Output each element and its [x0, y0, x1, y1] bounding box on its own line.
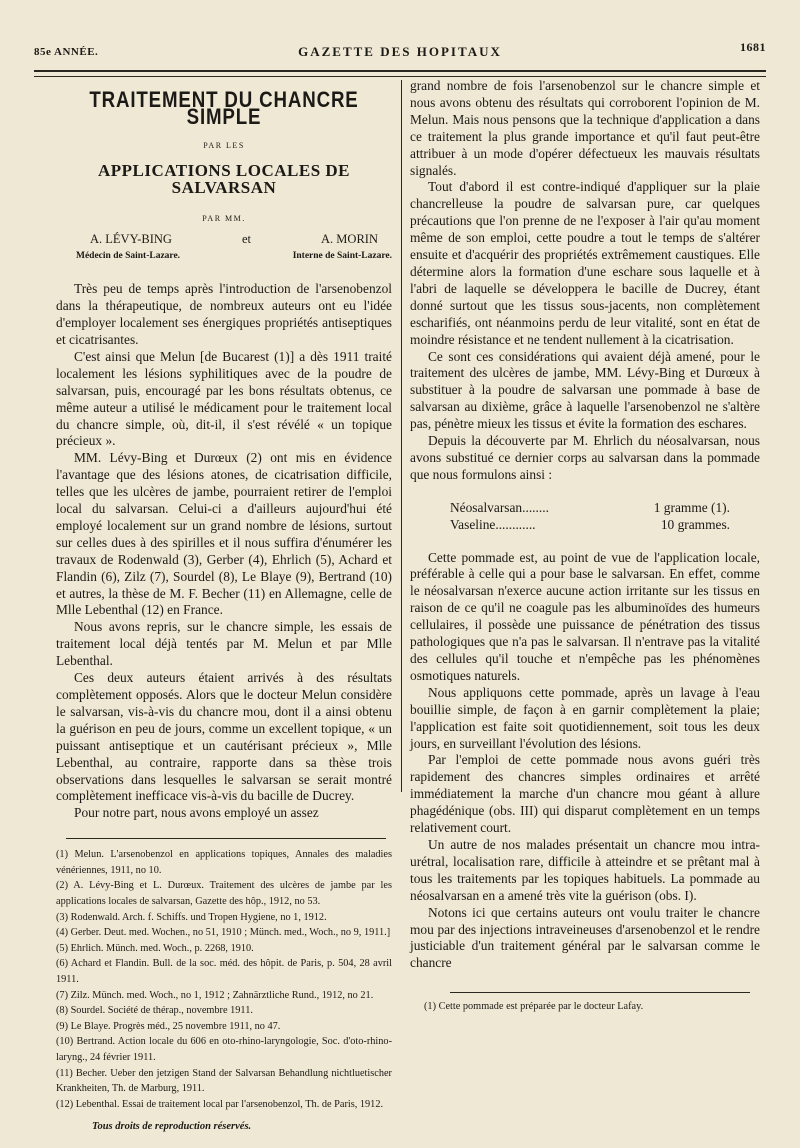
- article-title: TRAITEMENT DU CHANCRE SIMPLE: [89, 87, 359, 129]
- title-block: [56, 87, 392, 265]
- footnote: (3) Rodenwald. Arch. f. Schiffs. und Tropen Hygiene, no 1, 1912.: [56, 911, 327, 923]
- footnote: (4) Gerber. Deut. med. Wochen., no 51, 1910 ; Münch. med., Woch., no 9, 1911.]: [56, 927, 391, 939]
- paragraph: Un autre de nos malades présentait un chancre mou intra-urétral, localisation rare, difficile à atteindre et se prêtant mal à tous les traitements par les topiques habituels. La pommade au néosalvarsan en a amené très vite la guérison (obs. I).: [410, 836, 760, 903]
- header-rule-thin: [34, 76, 766, 77]
- left-column: [56, 78, 392, 1112]
- formula-quantity: 1 gramme (1).: [653, 499, 730, 515]
- right-column: [410, 78, 760, 1015]
- page-header: [34, 38, 766, 64]
- author-1: A. LÉVY-BING: [90, 232, 172, 247]
- footnote: (6) Achard et Flandin. Bull. de la soc. méd. des hôpit. de Paris, p. 504, 28 avril 1911.: [56, 958, 392, 985]
- formula-ingredient: Néosalvarsan........: [450, 499, 549, 515]
- journal-title: GAZETTE DES HOPITAUX: [298, 44, 502, 59]
- par-les: PAR LES: [203, 140, 245, 150]
- paragraph: Tout d'abord il est contre-indiqué d'appliquer sur la plaie chancrelleuse la poudre de salvarsan pure, car quelques précautions que l'on prenne de ne l'exposer à l'air qu'au moment même de son emploi, cette poudre a tout le temps de s'altérer ensuite et d'acquérir des propriétés extrêmement caustiques. Elle détermine alors la formation d'une eschare sous laquelle et à l'abri de laquelle se développera le bacille de Ducrey, étant donné surtout que les tissus sous-jacents, non complètement escharifiés, ont néanmoins perdu de leur vitalité, sont en état de moindre résistance et ne tendent nullement à la cicatrisation.: [410, 179, 760, 347]
- par-mm: PAR MM.: [202, 213, 246, 223]
- role-2: Interne de Saint-Lazare.: [292, 251, 392, 262]
- paragraph: Très peu de temps après l'introduction de l'arsenobenzol dans la thérapeutique, de nombreux auteurs ont eu l'idée d'employer localement ses énergiques propriétés antiseptiques et cicatrisantes.: [56, 281, 392, 347]
- paragraph: Nous appliquons cette pommade, après un lavage à l'eau bouillie simple, de façon à en garnir complètement la plaie; l'application est faite soit quotidiennement, soit tous les deux jours, en surveillant l'évolution des lésions.: [410, 684, 760, 751]
- footnote-rule: [66, 838, 386, 839]
- paragraph: Par l'emploi de cette pommade nous avons guéri très rapidement des chancres simples ordinaires et arrêté immédiatement la marche d'un chancre mou géant à allure phagédénique (obs. III) qui disparut complètement en un temps relativement court.: [410, 752, 760, 836]
- formula-quantity: 10 grammes.: [660, 516, 730, 532]
- role-1: Médecin de Saint-Lazare.: [76, 251, 181, 262]
- paragraph: MM. Lévy-Bing et Durœux (2) ont mis en évidence l'avantage que des lésions atones, de cicatrisation difficile, telles que les ulcères de jambe, pourraient retirer de l'emploi local du salvarsan. Celui-ci a d'ailleurs aujourd'hui été employé localement sur un grand nombre de lésions, surtout sur celles dues à des spirilles et il nous suffira d'énumérer les travaux de Rodenwald (3), Gerber (4), Ehrlich (5), Achard et Flandin (6), Zilz (7), Sourdel (8), Le Blaye (9), Bertrand (10) et autres, la thèse de M. F. Becher (11) en Allemagne, celle de Mlle Lebenthal (12) en France.: [56, 450, 392, 618]
- footnote: (7) Zilz. Münch. med. Woch., no 1, 1912 ; Zahnärztliche Rund., 1912, no 21.: [56, 989, 374, 1001]
- page-footer: Tous droits de reproduction réservés.: [92, 1121, 252, 1132]
- paragraph: Ces deux auteurs étaient arrivés à des résultats complètement opposés. Alors que le docteur Melun considère le salvarsan, vis-à-vis du chancre mou, dont il a ainsi obtenu la guérison en peu de jours, comme un excellent topique, « un puissant antiseptique et un cautérisant précieux », Mlle Lebenthal, au contraire, rapporte dans sa thèse trois observations dans lesquelles le salvarsan se serait montré complètement inefficace vis-à-vis du bacille de Ducrey.: [56, 670, 392, 804]
- paragraph: grand nombre de fois l'arsenobenzol sur le chancre simple et nous avons obtenu des résultats qui corroborent l'opinion de M. Melun. Mais nous pensons que la technique d'application a dans ce traitement la plus grande importance et qu'il faut peut-être attribuer à un mode d'opérer défectueux les mauvais résultats signalés.: [410, 78, 760, 178]
- header-rule: [34, 70, 766, 72]
- left-body: [56, 281, 392, 822]
- volume-year: 85e ANNÉE.: [34, 46, 99, 58]
- footnote: (9) Le Blaye. Progrès méd., 25 novembre 1911, no 47.: [56, 1020, 281, 1032]
- footnote: (8) Sourdel. Société de thérap., novembre 1911.: [56, 1005, 253, 1017]
- authors: [56, 231, 392, 248]
- page-number: 1681: [740, 40, 766, 54]
- author-roles: [56, 248, 392, 265]
- paragraph: Depuis la découverte par M. Ehrlich du néosalvarsan, nous avons substitué ce dernier corps au salvarsan dans la pommade que nous formulons ainsi :: [410, 433, 760, 482]
- formula-row: [450, 517, 730, 534]
- footnote: (5) Ehrlich. Münch. med. Woch., p. 2268, 1910.: [56, 942, 254, 954]
- formula-ingredient: Vaseline............: [450, 516, 536, 532]
- paragraph: Nous avons repris, sur le chancre simple, les essais de traitement local déjà tentés par M. Melun et par Mlle Lebenthal.: [56, 619, 392, 669]
- paragraph: Notons ici que certains auteurs ont voulu traiter le chancre mou par des injections intraveineuses d'arsenobenzol et le rendre justiciable d'un traitement général par le salvarsan comme le chancre: [410, 904, 760, 971]
- paragraph: Ce sont ces considérations qui avaient déjà amené, pour le traitement des ulcères de jambe, MM. Lévy-Bing et Durœux à substituer à la poudre de salvarsan une pommade à base de salvarsan au dixième, grâce à laquelle l'arsenobenzol ne s'altère pas, pénètre mieux les tissus et évite la formation des eschares.: [410, 348, 760, 432]
- column-divider: [401, 80, 402, 792]
- author-2: A. MORIN: [321, 232, 378, 247]
- footnote: (1) Melun. L'arsenobenzol en applications topiques, Annales des maladies vénériennes, 1911, no 10.: [56, 849, 392, 876]
- footnotes-left: [56, 847, 392, 1112]
- footnote: (11) Becher. Ueber den jetzigen Stand der Salvarsan Behandlung nichtluetischer Krankheiten, Th. de Marburg, 1911.: [56, 1067, 392, 1095]
- footnote: (10) Bertrand. Action locale du 606 en oto-rhino-laryngologie, Soc. d'oto-rhino-laryng., 24 février 1911.: [56, 1036, 392, 1063]
- footnote: (12) Lebenthal. Essai de traitement local par l'arsenobenzol, Th. de Paris, 1912.: [56, 1098, 384, 1110]
- paragraph: Pour notre part, nous avons employé un assez: [74, 805, 319, 821]
- footnote: (2) A. Lévy-Bing et L. Durœux. Traitement des ulcères de jambe par les applications locales de salvarsan, Gazette des hôp., 1912, no 53.: [56, 880, 392, 908]
- footnote-right: (1) Cette pommade est préparée par le docteur Lafay.: [424, 1001, 644, 1013]
- paragraph: Cette pommade est, au point de vue de l'application locale, préférable à celle qui a pour base le salvarsan. En effet, comme le néosalvarsan n'exerce aucune action irritante sur les tissus en raison de ce qu'il ne coagule pas les albuminoïdes des humeurs cellulaires, il possède une puissance de pénétration des tissus pathologiques que n'a pas le salvarsan. Il n'entrave pas la vitalité des cellules qu'il touche et n'empêche pas les phénomènes osmotiques naturels.: [410, 549, 760, 683]
- article-subtitle: APPLICATIONS LOCALES DE SALVARSAN: [97, 160, 351, 197]
- paragraph: C'est ainsi que Melun [de Bucarest (1)] a dès 1911 traité localement les lésions syphilitiques avec de la poudre de salvarsan, puis, encouragé par les bons résultats obtenus, ce même auteur a utilisé le médicament pour le traitement local du chancre simple, où, dit-il, il s'est révélé « un topique précieux ».: [56, 348, 392, 449]
- formula-row: [450, 500, 730, 517]
- footnote-rule: [450, 992, 750, 993]
- formula: [450, 500, 730, 534]
- author-conjunction: et: [241, 232, 251, 247]
